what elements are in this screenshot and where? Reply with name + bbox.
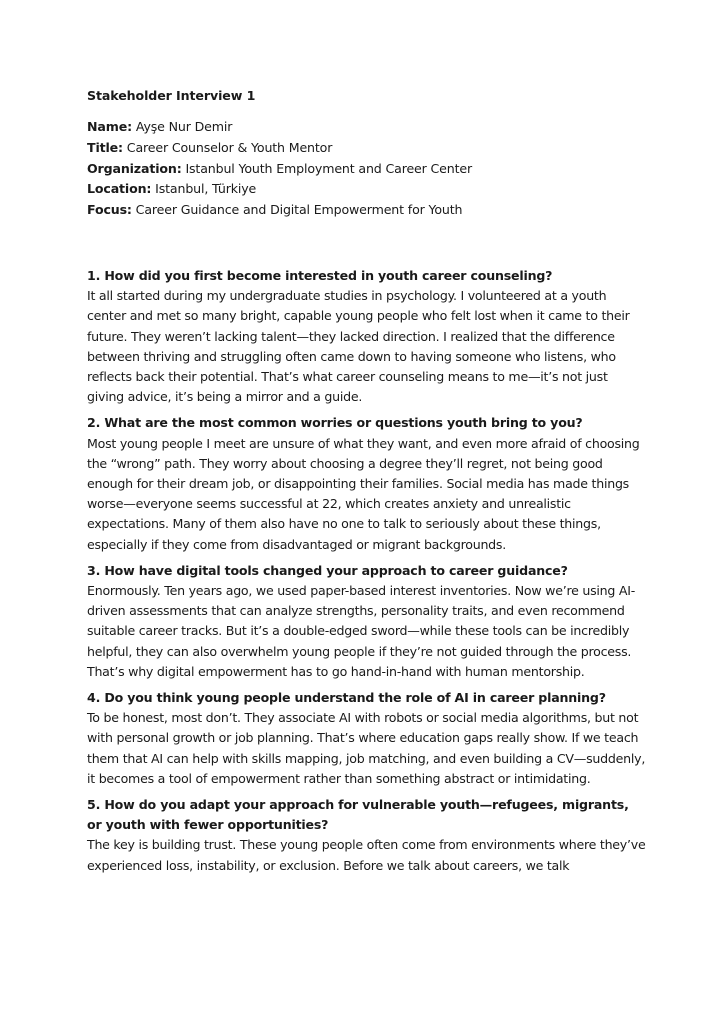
detail-location [87,179,647,200]
answer-paragraph: To be honest, most don’t. They associate AI with robots or social media algorithms, but not with personal growth or job planning. That’s where education gaps really show. If we teach them that AI can help with skills mapping, job matching, and even building a CV—suddenly, it becomes a tool of empowerment rather than something abstract or intimidating. [87,710,646,786]
detail-value: Istanbul, Türkiye [155,181,257,197]
qa-item [87,561,647,682]
interview-questions [87,266,647,876]
answer-paragraph: The key is building trust. These young people often come from environments where they’ve experienced loss, instability, or exclusion. Before we talk about careers, we talk [87,837,646,873]
detail-label: Organization: [87,160,182,176]
qa-item [87,413,647,554]
detail-label: Focus: [87,202,132,218]
detail-label: Name: [87,119,132,134]
question-heading: 1. How did you first become interested in youth career counseling? [87,267,553,283]
detail-organization [87,159,647,180]
detail-name [87,117,647,138]
detail-focus [87,200,647,221]
question-heading: 2. What are the most common worries or questions youth bring to you? [87,415,583,431]
detail-label: Title: [87,139,123,155]
detail-title [87,138,647,159]
question-heading: 3. How have digital tools changed your approach to career guidance? [87,562,568,578]
qa-item [87,688,647,789]
interviewee-details [87,117,647,221]
qa-item [87,266,647,407]
answer-paragraph: Most young people I meet are unsure of what they want, and even more afraid of choosing the “wrong” path. They worry about choosing a degree they’ll regret, not being good enough for their dream job, or disappointing their families. Social media has made things worse—everyone seems successful at 22, which creates anxiety and unrealistic expectations. Many of them also have no one to talk to seriously about these things, especially if they come from disadvantaged or migrant backgrounds. [87,435,640,552]
answer-paragraph: Enormously. Ten years ago, we used paper-based interest inventories. Now we’re using AI-driven assessments that can analyze strengths, personality traits, and even recommend suitable career tracks. But it’s a double-edged sword—while these tools can be incredibly helpful, they can also overwhelm young people if they’re not guided through the process. That’s why digital empowerment has to go hand-in-hand with human mentorship. [87,583,636,679]
document-content [87,86,647,882]
detail-value: Career Counselor & Youth Mentor [126,139,333,155]
qa-item [87,795,647,876]
detail-value: Istanbul Youth Employment and Career Center [185,160,473,176]
answer-paragraph: It all started during my undergraduate studies in psychology. I volunteered at a youth center and met so many bright, capable young people who felt lost when it came to their future. They weren’t lacking talent—they lacked direction. I realized that the difference between thriving and struggling often came down to having someone who listens, who reflects back their potential. That’s what career counseling means to me—it’s not just giving advice, it’s being a mirror and a guide. [87,288,630,405]
question-heading: 5. How do you adapt your approach for vulnerable youth—refugees, migrants, or youth with fewer opportunities? [87,797,629,833]
detail-value: Career Guidance and Digital Empowerment for Youth [135,202,463,218]
document-title: Stakeholder Interview 1 [87,88,256,103]
question-heading: 4. Do you think young people understand the role of AI in career planning? [87,690,606,706]
detail-value: Ayşe Nur Demir [135,119,233,134]
detail-label: Location: [87,181,152,197]
